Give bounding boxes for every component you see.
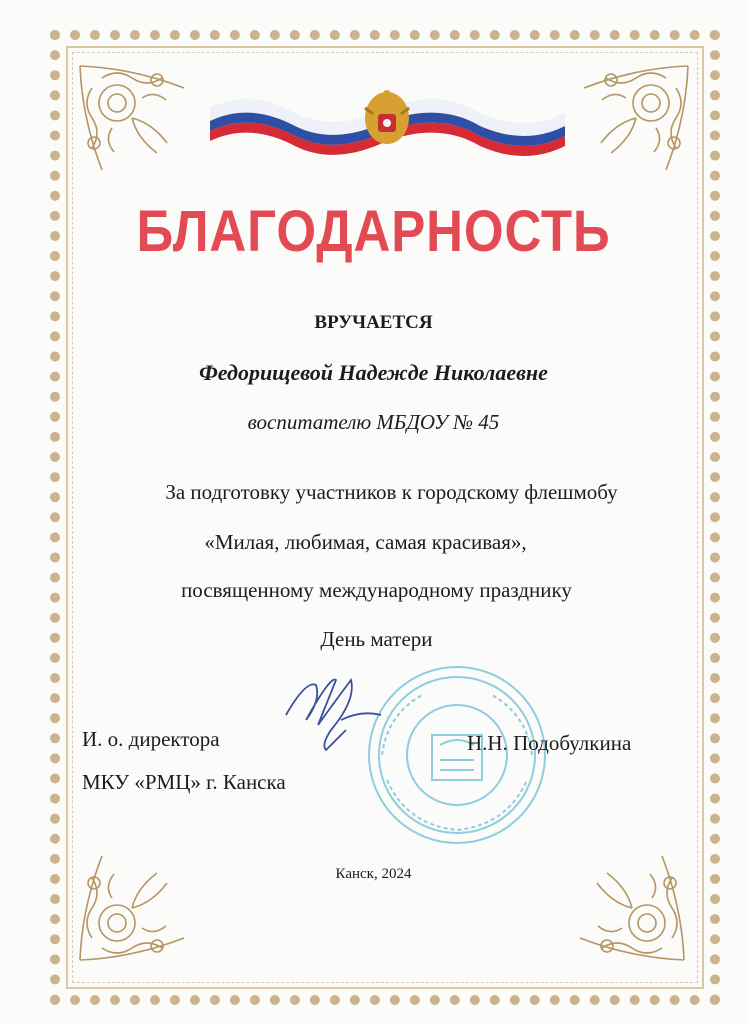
reason-line-1: За подготовку участников к городскому флешмобу (165, 480, 618, 504)
reason-line-3: посвященному международному празднику (181, 578, 572, 602)
presented-label: ВРУЧАЕТСЯ (314, 312, 433, 333)
certificate-title: БЛАГОДАРНОСТЬ (136, 199, 611, 264)
coat-of-arms-icon (365, 90, 409, 144)
recipient-name: Федорищевой Надежде Николаевне (199, 360, 548, 385)
place-and-year: Канск, 2024 (335, 866, 412, 882)
recipient-position: воспитателю МБДОУ № 45 (247, 410, 500, 434)
reason-line-4: День матери (320, 627, 433, 651)
ornament-corner-icon (562, 838, 692, 968)
signatory-name: Н.Н. Подобулкина (467, 731, 632, 755)
signatory-title-line-1: И. о. директора (82, 727, 220, 751)
russian-flag-ribbon-icon (205, 88, 570, 158)
reason-line-2: «Милая, любимая, самая красивая», (204, 530, 527, 554)
ornament-corner-icon (72, 838, 202, 968)
ornament-corner-icon (72, 58, 202, 188)
signature-icon (276, 660, 396, 760)
signatory-title-line-2: МКУ «РМЦ» г. Канска (82, 770, 286, 794)
ornament-corner-icon (566, 58, 696, 188)
